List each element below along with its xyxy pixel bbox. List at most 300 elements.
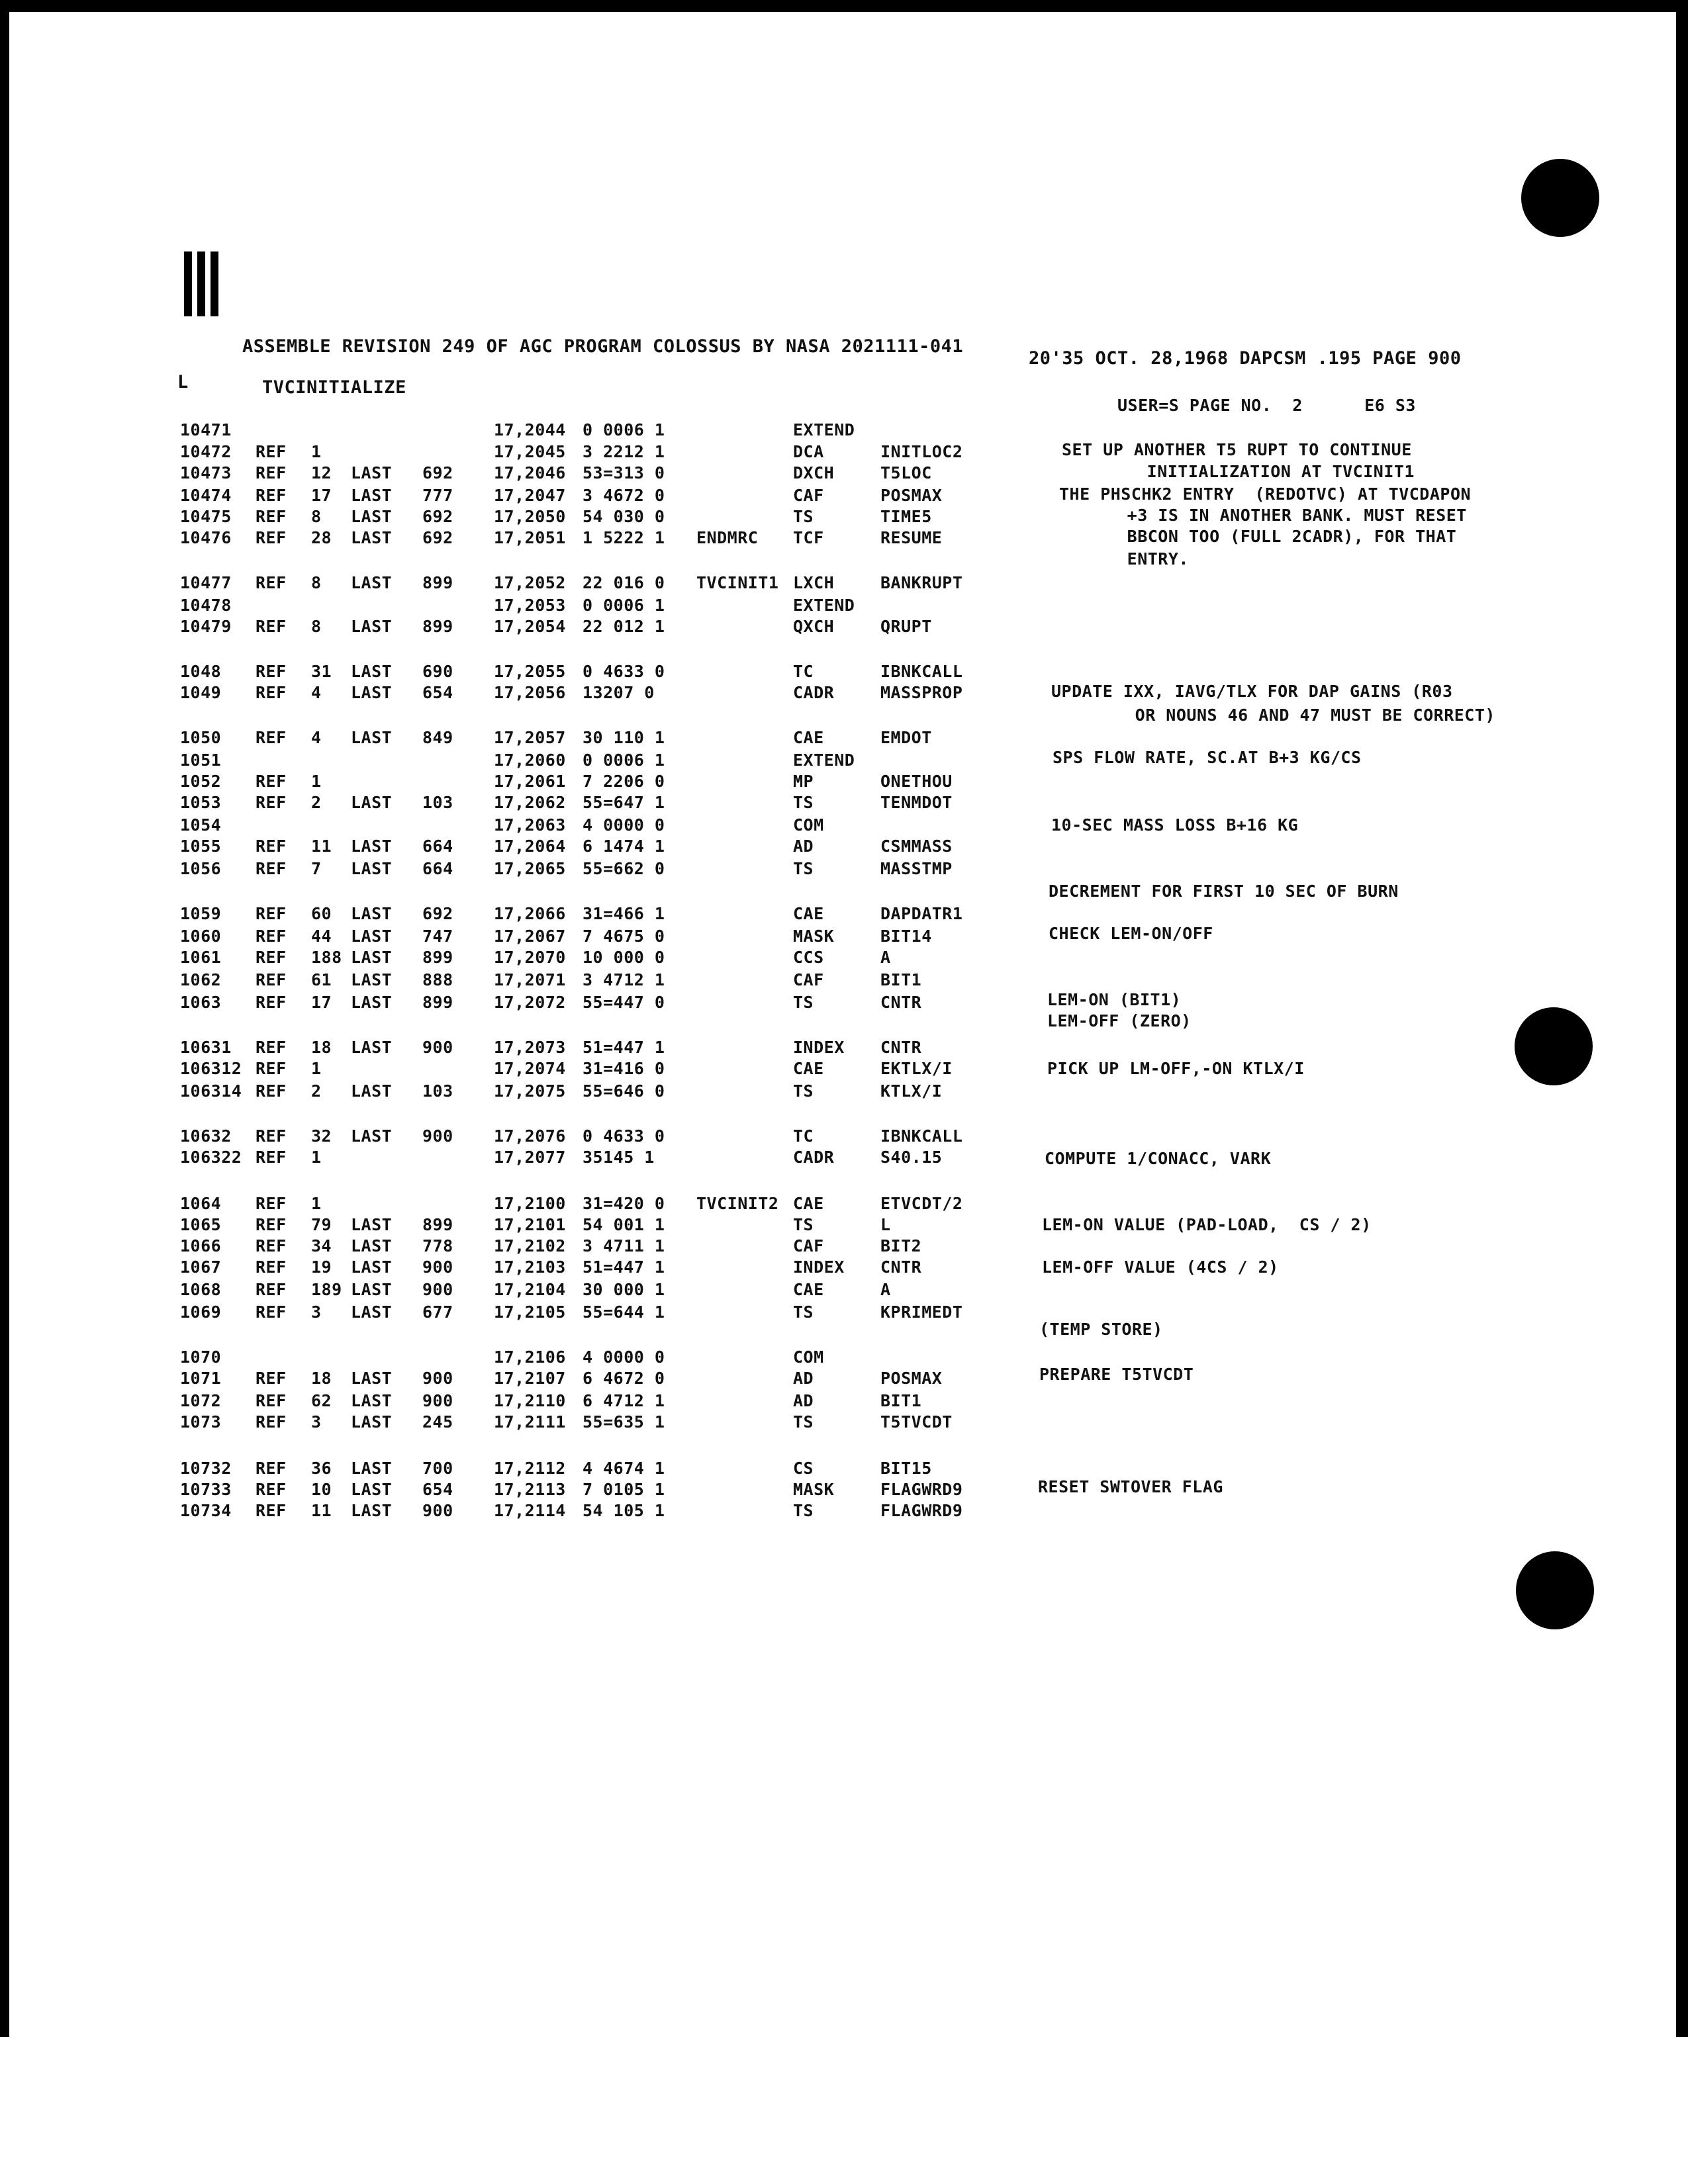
opcode: TS (793, 1501, 814, 1520)
comment-line: UPDATE IXX, IAVG/TLX FOR DAP GAINS (R03 (1051, 682, 1453, 701)
ref-count: 61 (311, 970, 332, 989)
ref-keyword: REF (256, 1081, 287, 1101)
address: 17,2075 (494, 1081, 566, 1101)
address: 17,2114 (494, 1501, 566, 1520)
address: 17,2110 (494, 1391, 566, 1410)
last-keyword: LAST (351, 793, 393, 812)
ref-count: 1 (311, 1194, 322, 1213)
ref-count: 1 (311, 772, 322, 791)
ref-keyword: REF (256, 859, 287, 878)
operand: CNTR (880, 1257, 922, 1277)
last-page: 900 (422, 1126, 453, 1146)
ref-count: 60 (311, 904, 332, 923)
ref-keyword: REF (256, 1194, 287, 1213)
address: 17,2065 (494, 859, 566, 878)
ref-keyword: REF (256, 993, 287, 1012)
comment-line: LEM-ON VALUE (PAD-LOAD, CS / 2) (1042, 1215, 1372, 1234)
operand: MASSTMP (880, 859, 953, 878)
address: 17,2106 (494, 1347, 566, 1367)
line-number: 1050 (180, 728, 222, 747)
ref-count: 2 (311, 1081, 322, 1101)
last-page: 899 (422, 993, 453, 1012)
ref-count: 1 (311, 442, 322, 461)
ref-count: 11 (311, 837, 332, 856)
opcode: LXCH (793, 573, 835, 592)
machine-code: 31=420 0 (583, 1194, 665, 1213)
operand: IBNKCALL (880, 1126, 963, 1146)
machine-code: 10 000 0 (583, 948, 665, 967)
machine-code: 7 0105 1 (583, 1480, 665, 1499)
operand: BIT14 (880, 927, 932, 946)
ref-keyword: REF (256, 507, 287, 526)
binder-hole-bottom (1516, 1551, 1594, 1629)
opcode: AD (793, 1391, 814, 1410)
printout-page (9, 12, 1676, 2037)
last-keyword: LAST (351, 662, 393, 681)
last-page: 692 (422, 507, 453, 526)
machine-code: 55=635 1 (583, 1412, 665, 1432)
last-page: 900 (422, 1257, 453, 1277)
line-number: 1062 (180, 970, 222, 989)
machine-code: 6 4672 0 (583, 1369, 665, 1388)
ref-keyword: REF (256, 948, 287, 967)
ref-keyword: REF (256, 1280, 287, 1299)
machine-code: 22 012 1 (583, 617, 665, 636)
last-page: 692 (422, 904, 453, 923)
ref-keyword: REF (256, 1459, 287, 1478)
ref-count: 44 (311, 927, 332, 946)
address: 17,2051 (494, 528, 566, 547)
machine-code: 3 4711 1 (583, 1236, 665, 1255)
last-keyword: LAST (351, 1501, 393, 1520)
operand: FLAGWRD9 (880, 1501, 963, 1520)
ref-keyword: REF (256, 1215, 287, 1234)
operand: A (880, 1280, 891, 1299)
comment-line: (TEMP STORE) (1039, 1320, 1163, 1339)
ref-count: 34 (311, 1236, 332, 1255)
last-keyword: LAST (351, 463, 393, 482)
address: 17,2103 (494, 1257, 566, 1277)
ref-keyword: REF (256, 1501, 287, 1520)
operand: EKTLX/I (880, 1059, 953, 1078)
line-number: 1070 (180, 1347, 222, 1367)
operand: RESUME (880, 528, 943, 547)
binder-hole-top (1521, 159, 1599, 237)
machine-code: 4 0000 0 (583, 1347, 665, 1367)
address: 17,2060 (494, 751, 566, 770)
line-number: 1067 (180, 1257, 222, 1277)
ref-count: 17 (311, 993, 332, 1012)
address: 17,2046 (494, 463, 566, 482)
machine-code: 51=447 1 (583, 1038, 665, 1057)
line-number: 10631 (180, 1038, 232, 1057)
last-keyword: LAST (351, 683, 393, 702)
ref-keyword: REF (256, 927, 287, 946)
assembly-header: ASSEMBLE REVISION 249 OF AGC PROGRAM COLOSSUS BY NASA 2021111-041 (242, 336, 964, 357)
line-number: 1064 (180, 1194, 222, 1213)
ref-count: 4 (311, 683, 322, 702)
comment-line: OR NOUNS 46 AND 47 MUST BE CORRECT) (1104, 705, 1495, 725)
operand: S40.15 (880, 1148, 943, 1167)
address: 17,2066 (494, 904, 566, 923)
last-page: 677 (422, 1302, 453, 1322)
ref-keyword: REF (256, 463, 287, 482)
line-number: 10472 (180, 442, 232, 461)
line-number: 1053 (180, 793, 222, 812)
line-number: 106322 (180, 1148, 242, 1167)
opcode: TC (793, 1126, 814, 1146)
ref-count: 8 (311, 617, 322, 636)
machine-code: 7 2206 0 (583, 772, 665, 791)
ref-keyword: REF (256, 1059, 287, 1078)
tab-marker-icon (184, 251, 224, 319)
ref-count: 1 (311, 1148, 322, 1167)
machine-code: 6 4712 1 (583, 1391, 665, 1410)
ref-count: 19 (311, 1257, 332, 1277)
ref-count: 79 (311, 1215, 332, 1234)
machine-code: 7 4675 0 (583, 927, 665, 946)
machine-code: 51=447 1 (583, 1257, 665, 1277)
ref-keyword: REF (256, 904, 287, 923)
machine-code: 55=447 0 (583, 993, 665, 1012)
opcode: COM (793, 1347, 824, 1367)
machine-code: 55=662 0 (583, 859, 665, 878)
opcode: INDEX (793, 1038, 845, 1057)
address: 17,2100 (494, 1194, 566, 1213)
address: 17,2107 (494, 1369, 566, 1388)
section-name: TVCINITIALIZE (262, 377, 406, 398)
address: 17,2050 (494, 507, 566, 526)
last-page: 747 (422, 927, 453, 946)
machine-code: 3 2212 1 (583, 442, 665, 461)
machine-code: 6 1474 1 (583, 837, 665, 856)
binder-hole-middle (1515, 1007, 1593, 1085)
last-page: 899 (422, 573, 453, 592)
line-number: 1051 (180, 751, 222, 770)
opcode: TS (793, 793, 814, 812)
statement-label: ENDMRC (696, 528, 759, 547)
address: 17,2044 (494, 420, 566, 439)
operand: MASSPROP (880, 683, 963, 702)
ref-count: 17 (311, 486, 332, 505)
ref-keyword: REF (256, 1480, 287, 1499)
opcode: TS (793, 1081, 814, 1101)
ref-keyword: REF (256, 1148, 287, 1167)
operand: BIT15 (880, 1459, 932, 1478)
line-number: 10471 (180, 420, 232, 439)
machine-code: 22 016 0 (583, 573, 665, 592)
line-number: 1059 (180, 904, 222, 923)
address: 17,2053 (494, 596, 566, 615)
address: 17,2113 (494, 1480, 566, 1499)
comment-line: INITIALIZATION AT TVCINIT1 (1116, 462, 1415, 481)
machine-code: 55=644 1 (583, 1302, 665, 1322)
last-page: 900 (422, 1038, 453, 1057)
operand: BIT2 (880, 1236, 922, 1255)
operand: QRUPT (880, 617, 932, 636)
opcode: CAE (793, 728, 824, 747)
address: 17,2104 (494, 1280, 566, 1299)
last-keyword: LAST (351, 1038, 393, 1057)
ref-keyword: REF (256, 528, 287, 547)
machine-code: 4 4674 1 (583, 1459, 665, 1478)
last-page: 900 (422, 1280, 453, 1299)
ref-count: 8 (311, 507, 322, 526)
ref-count: 4 (311, 728, 322, 747)
statement-label: TVCINIT2 (696, 1194, 779, 1213)
operand: T5LOC (880, 463, 932, 482)
opcode: INDEX (793, 1257, 845, 1277)
last-keyword: LAST (351, 1257, 393, 1277)
last-keyword: LAST (351, 1126, 393, 1146)
operand: KTLX/I (880, 1081, 943, 1101)
address: 17,2063 (494, 815, 566, 835)
address: 17,2071 (494, 970, 566, 989)
page-margin (0, 2037, 1688, 2184)
last-page: 899 (422, 948, 453, 967)
last-keyword: LAST (351, 970, 393, 989)
ref-keyword: REF (256, 442, 287, 461)
last-page: 849 (422, 728, 453, 747)
machine-code: 13207 0 (583, 683, 655, 702)
machine-code: 55=647 1 (583, 793, 665, 812)
line-number: 10734 (180, 1501, 232, 1520)
operand: KPRIMEDT (880, 1302, 963, 1322)
line-number: 1052 (180, 772, 222, 791)
line-number: 10473 (180, 463, 232, 482)
machine-code: 30 000 1 (583, 1280, 665, 1299)
operand: TIME5 (880, 507, 932, 526)
opcode: MP (793, 772, 814, 791)
opcode: TCF (793, 528, 824, 547)
opcode: COM (793, 815, 824, 835)
operand: TENMDOT (880, 793, 953, 812)
opcode: AD (793, 1369, 814, 1388)
line-number: 106314 (180, 1081, 242, 1101)
ref-count: 8 (311, 573, 322, 592)
line-number: 10479 (180, 617, 232, 636)
last-page: 900 (422, 1391, 453, 1410)
line-number: 1069 (180, 1302, 222, 1322)
ref-keyword: REF (256, 1412, 287, 1432)
operand: FLAGWRD9 (880, 1480, 963, 1499)
last-keyword: LAST (351, 1391, 393, 1410)
last-keyword: LAST (351, 1369, 393, 1388)
opcode: CAE (793, 1280, 824, 1299)
opcode: CADR (793, 1148, 835, 1167)
last-keyword: LAST (351, 1280, 393, 1299)
last-page: 888 (422, 970, 453, 989)
comment-line: LEM-ON (BIT1) (1047, 990, 1182, 1009)
address: 17,2052 (494, 573, 566, 592)
last-page: 654 (422, 1480, 453, 1499)
machine-code: 54 001 1 (583, 1215, 665, 1234)
last-keyword: LAST (351, 1215, 393, 1234)
last-keyword: LAST (351, 859, 393, 878)
comment-line: RESET SWTOVER FLAG (1038, 1477, 1223, 1496)
comment-line: ENTRY. (1096, 549, 1189, 569)
address: 17,2105 (494, 1302, 566, 1322)
last-keyword: LAST (351, 507, 393, 526)
line-number: 10632 (180, 1126, 232, 1146)
opcode: CAE (793, 904, 824, 923)
machine-code: 31=466 1 (583, 904, 665, 923)
ref-count: 189 (311, 1280, 342, 1299)
opcode: CAF (793, 970, 824, 989)
ref-count: 28 (311, 528, 332, 547)
ref-keyword: REF (256, 1391, 287, 1410)
opcode: TS (793, 1215, 814, 1234)
ref-count: 31 (311, 662, 332, 681)
address: 17,2067 (494, 927, 566, 946)
opcode: CAE (793, 1194, 824, 1213)
opcode: TS (793, 993, 814, 1012)
ref-keyword: REF (256, 728, 287, 747)
machine-code: 3 4672 0 (583, 486, 665, 505)
last-keyword: LAST (351, 993, 393, 1012)
comment-line: BBCON TOO (FULL 2CADR), FOR THAT (1096, 527, 1457, 546)
ref-count: 32 (311, 1126, 332, 1146)
ref-count: 36 (311, 1459, 332, 1478)
ref-count: 188 (311, 948, 342, 967)
ref-count: 3 (311, 1302, 322, 1322)
machine-code: 0 4633 0 (583, 1126, 665, 1146)
ref-count: 11 (311, 1501, 332, 1520)
operand: ETVCDT/2 (880, 1194, 963, 1213)
line-number: 10476 (180, 528, 232, 547)
comment-line: LEM-OFF VALUE (4CS / 2) (1042, 1257, 1279, 1277)
line-number: 106312 (180, 1059, 242, 1078)
last-keyword: LAST (351, 486, 393, 505)
ref-keyword: REF (256, 970, 287, 989)
last-page: 900 (422, 1501, 453, 1520)
address: 17,2101 (494, 1215, 566, 1234)
comment-line: THE PHSCHK2 ENTRY (REDOTVC) AT TVCDAPON (1059, 484, 1472, 504)
ref-count: 7 (311, 859, 322, 878)
line-number: 10732 (180, 1459, 232, 1478)
address: 17,2072 (494, 993, 566, 1012)
operand: POSMAX (880, 1369, 943, 1388)
comment-line: DECREMENT FOR FIRST 10 SEC OF BURN (1049, 882, 1399, 901)
last-page: 899 (422, 617, 453, 636)
line-number: 10477 (180, 573, 232, 592)
address: 17,2054 (494, 617, 566, 636)
ref-keyword: REF (256, 617, 287, 636)
opcode: CAF (793, 486, 824, 505)
last-page: 103 (422, 1081, 453, 1101)
operand: BANKRUPT (880, 573, 963, 592)
last-page: 692 (422, 528, 453, 547)
address: 17,2077 (494, 1148, 566, 1167)
opcode: MASK (793, 1480, 835, 1499)
operand: DAPDATR1 (880, 904, 963, 923)
last-page: 664 (422, 859, 453, 878)
opcode: DCA (793, 442, 824, 461)
opcode: CAE (793, 1059, 824, 1078)
address: 17,2056 (494, 683, 566, 702)
comment-line: PREPARE T5TVCDT (1039, 1365, 1194, 1384)
last-keyword: LAST (351, 728, 393, 747)
ref-keyword: REF (256, 1038, 287, 1057)
last-keyword: LAST (351, 528, 393, 547)
line-number: 10474 (180, 486, 232, 505)
opcode: EXTEND (793, 420, 855, 439)
comment-line: 10-SEC MASS LOSS B+16 KG (1051, 815, 1299, 835)
ref-keyword: REF (256, 1257, 287, 1277)
last-keyword: LAST (351, 1236, 393, 1255)
machine-code: 31=416 0 (583, 1059, 665, 1078)
operand: IBNKCALL (880, 662, 963, 681)
ref-count: 18 (311, 1038, 332, 1057)
line-number: 1071 (180, 1369, 222, 1388)
address: 17,2055 (494, 662, 566, 681)
operand: T5TVCDT (880, 1412, 953, 1432)
operand: L (880, 1215, 891, 1234)
ref-count: 12 (311, 463, 332, 482)
ref-keyword: REF (256, 837, 287, 856)
comment-line: PICK UP LM-OFF,-ON KTLX/I (1047, 1059, 1305, 1078)
last-page: 245 (422, 1412, 453, 1432)
ref-keyword: REF (256, 1126, 287, 1146)
opcode: TS (793, 1302, 814, 1322)
opcode: TS (793, 1412, 814, 1432)
last-page: 899 (422, 1215, 453, 1234)
opcode: QXCH (793, 617, 835, 636)
line-number: 1073 (180, 1412, 222, 1432)
ref-keyword: REF (256, 1302, 287, 1322)
machine-code: 4 0000 0 (583, 815, 665, 835)
ref-keyword: REF (256, 683, 287, 702)
ref-count: 10 (311, 1480, 332, 1499)
section-letter: L (177, 372, 189, 392)
opcode: EXTEND (793, 751, 855, 770)
ref-keyword: REF (256, 772, 287, 791)
line-number: 1054 (180, 815, 222, 835)
address: 17,2045 (494, 442, 566, 461)
opcode: TC (793, 662, 814, 681)
machine-code: 53=313 0 (583, 463, 665, 482)
address: 17,2076 (494, 1126, 566, 1146)
address: 17,2061 (494, 772, 566, 791)
line-number: 10475 (180, 507, 232, 526)
operand: INITLOC2 (880, 442, 963, 461)
user-page-line: USER=S PAGE NO. 2 E6 S3 (1117, 396, 1416, 415)
ref-count: 3 (311, 1412, 322, 1432)
last-keyword: LAST (351, 927, 393, 946)
operand: EMDOT (880, 728, 932, 747)
last-page: 103 (422, 793, 453, 812)
machine-code: 0 0006 1 (583, 751, 665, 770)
last-keyword: LAST (351, 1459, 393, 1478)
comment-line: +3 IS IN ANOTHER BANK. MUST RESET (1096, 506, 1467, 525)
operand: CNTR (880, 1038, 922, 1057)
ref-count: 18 (311, 1369, 332, 1388)
opcode: MASK (793, 927, 835, 946)
opcode: EXTEND (793, 596, 855, 615)
address: 17,2070 (494, 948, 566, 967)
last-page: 690 (422, 662, 453, 681)
machine-code: 3 4712 1 (583, 970, 665, 989)
ref-keyword: REF (256, 662, 287, 681)
line-number: 1060 (180, 927, 222, 946)
statement-label: TVCINIT1 (696, 573, 779, 592)
last-page: 692 (422, 463, 453, 482)
operand: BIT1 (880, 1391, 922, 1410)
last-keyword: LAST (351, 1480, 393, 1499)
machine-code: 35145 1 (583, 1148, 655, 1167)
last-page: 664 (422, 837, 453, 856)
last-keyword: LAST (351, 948, 393, 967)
